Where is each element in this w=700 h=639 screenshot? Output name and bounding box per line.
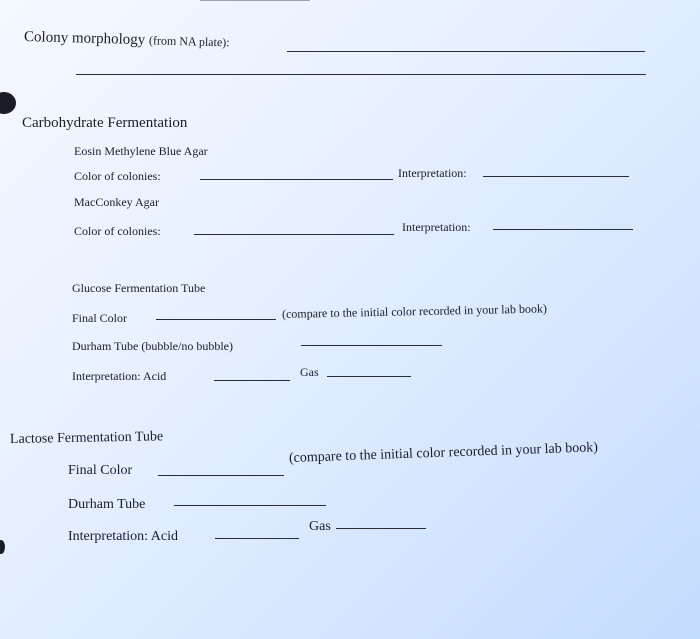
emb-color-label: Color of colonies: (74, 169, 161, 183)
emb-interpretation-label: Interpretation: (398, 166, 467, 180)
edge-mark (0, 540, 5, 554)
lactose-interpretation-acid-label: Interpretation: Acid (68, 529, 179, 544)
emb-interpretation-blank[interactable] (483, 176, 629, 177)
glucose-interpretation-acid-label: Interpretation: Acid (72, 369, 167, 383)
lactose-durham-label: Durham Tube (68, 497, 146, 512)
macconkey-color-label: Color of colonies: (74, 224, 161, 238)
lactose-final-color-blank[interactable] (158, 475, 284, 476)
glucose-gas-label: Gas (300, 365, 319, 379)
lactose-gas-blank[interactable] (336, 528, 426, 529)
macconkey-interpretation-label: Interpretation: (402, 220, 471, 234)
glucose-final-color-label: Final Color (72, 311, 128, 325)
colony-morphology-note: (from NA plate): (148, 33, 230, 50)
emb-color-blank[interactable] (200, 179, 393, 180)
colony-morphology-blank-2[interactable] (76, 74, 646, 75)
lactose-acid-blank[interactable] (215, 538, 299, 539)
glucose-final-color-blank[interactable] (156, 319, 276, 320)
lactose-compare-note: (compare to the initial color recorded in your lab book) (288, 440, 599, 466)
glucose-durham-label: Durham Tube (bubble/no bubble) (72, 339, 233, 353)
lactose-tube-title: Lactose Fermentation Tube (9, 429, 164, 447)
glucose-compare-note: (compare to the initial color recorded in your lab book) (281, 301, 548, 321)
macconkey-agar-title: MacConkey Agar (74, 195, 159, 209)
lactose-durham-blank[interactable] (174, 505, 326, 506)
glucose-acid-blank[interactable] (214, 380, 290, 381)
colony-morphology-blank-1[interactable] (287, 51, 645, 52)
hole-punch-mark (0, 92, 16, 114)
carbohydrate-fermentation-heading: Carbohydrate Fermentation (22, 115, 188, 131)
lactose-final-color-label: Final Color (68, 463, 133, 478)
colony-morphology-label: Colony morphology (from NA plate): (23, 29, 230, 50)
page-edge-mark (200, 0, 310, 1)
lactose-gas-label: Gas (309, 519, 331, 534)
glucose-tube-title: Glucose Fermentation Tube (72, 281, 206, 295)
glucose-gas-blank[interactable] (327, 376, 411, 377)
macconkey-color-blank[interactable] (194, 234, 394, 235)
glucose-durham-blank[interactable] (301, 345, 442, 346)
macconkey-interpretation-blank[interactable] (493, 229, 633, 230)
emb-agar-title: Eosin Methylene Blue Agar (74, 144, 208, 158)
